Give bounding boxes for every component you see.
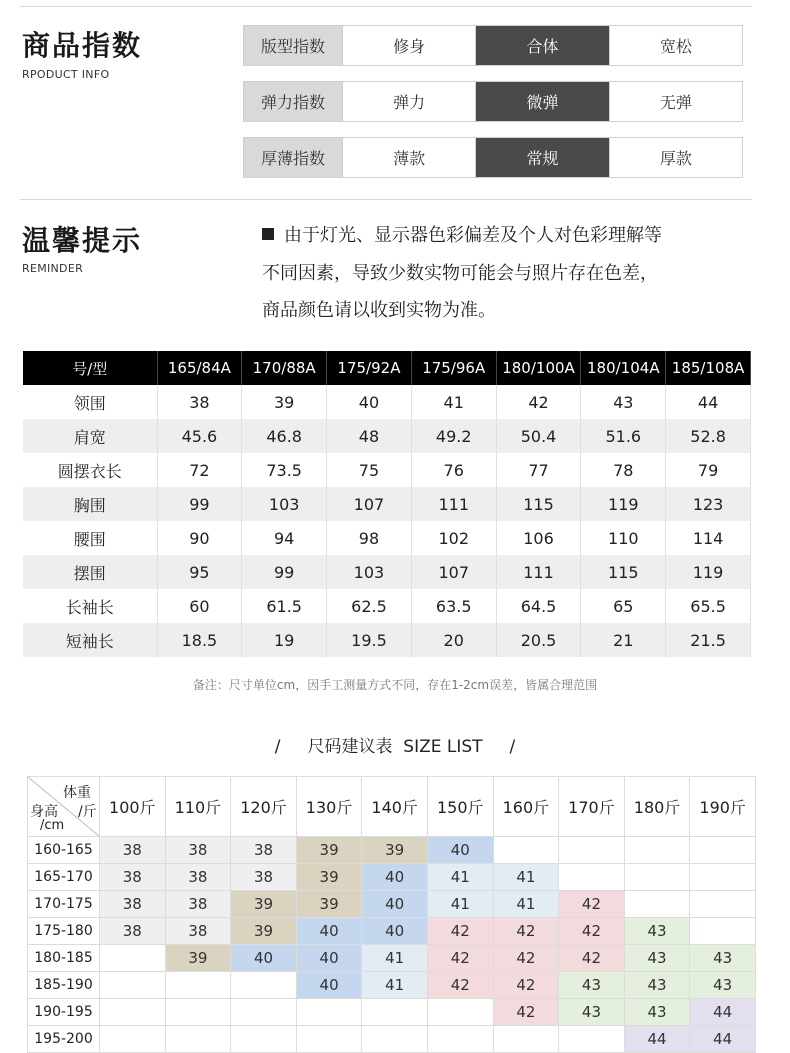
empty-cell (690, 837, 756, 864)
size-cell: 38 (100, 864, 166, 891)
size-header-cell: 185/108A (666, 351, 751, 385)
table-row (23, 487, 751, 521)
weight-header-cell: 100斤 (100, 777, 166, 837)
measurement-cell: 75 (327, 453, 412, 487)
height-range-cell: 180-185 (28, 945, 100, 972)
size-header-label: 号/型 (23, 351, 157, 385)
measurement-cell: 20.5 (496, 623, 581, 657)
size-cell: 39 (362, 837, 428, 864)
size-header-cell: 180/100A (496, 351, 581, 385)
index-label: 弹力指数 (244, 82, 342, 121)
measurement-cell: 76 (411, 453, 496, 487)
index-label: 厚薄指数 (244, 138, 342, 177)
empty-cell (296, 1026, 362, 1053)
measurement-cell: 60 (157, 589, 242, 623)
weight-header-cell: 160斤 (493, 777, 559, 837)
size-cell: 43 (624, 999, 690, 1026)
measurement-cell: 90 (157, 521, 242, 555)
empty-cell (493, 837, 559, 864)
weight-header-cell: 150斤 (427, 777, 493, 837)
measurement-cell: 114 (666, 521, 751, 555)
size-header-cell: 175/96A (411, 351, 496, 385)
size-cell: 43 (690, 945, 756, 972)
size-cell: 42 (493, 972, 559, 999)
table-row (28, 1026, 756, 1053)
size-cell: 44 (690, 999, 756, 1026)
row-label: 短袖长 (23, 623, 157, 657)
size-header-cell: 175/92A (327, 351, 412, 385)
height-range-cell: 195-200 (28, 1026, 100, 1053)
empty-cell (624, 891, 690, 918)
measurement-cell: 18.5 (157, 623, 242, 657)
measurement-cell: 106 (496, 521, 581, 555)
empty-cell (427, 1026, 493, 1053)
measurement-cell: 107 (411, 555, 496, 589)
size-cell: 43 (690, 972, 756, 999)
reminder-line-3: 商品颜色请以收到实物为准。 (262, 300, 496, 321)
weight-header-cell: 130斤 (296, 777, 362, 837)
measurement-cell: 99 (157, 487, 242, 521)
corner-weight-label: 体重 (63, 785, 91, 801)
measurement-cell: 65.5 (666, 589, 751, 623)
row-label: 长袖长 (23, 589, 157, 623)
measurement-cell: 41 (411, 385, 496, 419)
empty-cell (100, 945, 166, 972)
height-range-cell: 185-190 (28, 972, 100, 999)
top-divider (20, 6, 752, 7)
height-range-cell: 165-170 (28, 864, 100, 891)
empty-cell (100, 999, 166, 1026)
size-cell: 41 (427, 864, 493, 891)
measurement-cell: 42 (496, 385, 581, 419)
index-option: 弹力 (342, 82, 475, 121)
product-index-row (243, 137, 743, 178)
measurement-cell: 63.5 (411, 589, 496, 623)
measurement-cell: 94 (242, 521, 327, 555)
table-row (28, 864, 756, 891)
table-row (23, 555, 751, 589)
table-row (28, 891, 756, 918)
empty-cell (100, 1026, 166, 1053)
index-option-selected: 微弹 (475, 82, 608, 121)
empty-cell (165, 1026, 231, 1053)
empty-cell (690, 864, 756, 891)
measurement-cell: 51.6 (581, 419, 666, 453)
measurement-cell: 50.4 (496, 419, 581, 453)
table-row (23, 623, 751, 657)
weight-header-cell: 110斤 (165, 777, 231, 837)
measurement-cell: 64.5 (496, 589, 581, 623)
size-cell: 38 (165, 891, 231, 918)
empty-cell (362, 999, 428, 1026)
size-cell: 40 (427, 837, 493, 864)
corner-height-unit: /cm (40, 818, 65, 833)
size-cell: 42 (493, 918, 559, 945)
size-cell: 38 (100, 891, 166, 918)
measurement-cell: 52.8 (666, 419, 751, 453)
empty-cell (362, 1026, 428, 1053)
table-row (28, 999, 756, 1026)
height-range-cell: 160-165 (28, 837, 100, 864)
size-cell: 42 (427, 918, 493, 945)
size-cell: 41 (493, 864, 559, 891)
size-cell: 41 (362, 945, 428, 972)
measurement-cell: 19 (242, 623, 327, 657)
measurement-note: 备注：尺寸单位cm，因手工测量方式不同，存在1-2cm误差，皆属合理范围 (192, 678, 598, 692)
index-option-selected: 常规 (475, 138, 608, 177)
size-cell: 38 (165, 918, 231, 945)
measurement-cell: 65 (581, 589, 666, 623)
product-info-title: 商品指数 (22, 29, 143, 62)
table-row (28, 918, 756, 945)
row-label: 胸围 (23, 487, 157, 521)
table-row (28, 945, 756, 972)
table-row (23, 419, 751, 453)
measurement-cell: 119 (666, 555, 751, 589)
product-index-row (243, 81, 743, 122)
size-cell: 42 (559, 891, 625, 918)
empty-cell (624, 864, 690, 891)
section-divider (20, 199, 752, 200)
size-cell: 42 (427, 972, 493, 999)
corner-cell (28, 777, 100, 837)
index-option-selected: 合体 (475, 26, 608, 65)
size-chart-table (23, 351, 751, 657)
size-header-cell: 180/104A (581, 351, 666, 385)
size-cell: 39 (296, 891, 362, 918)
size-cell: 42 (427, 945, 493, 972)
measurement-cell: 102 (411, 521, 496, 555)
size-cell: 42 (493, 945, 559, 972)
size-cell: 38 (100, 837, 166, 864)
size-suggestion-header-row (28, 777, 756, 837)
row-label: 腰围 (23, 521, 157, 555)
measurement-cell: 61.5 (242, 589, 327, 623)
measurement-cell: 46.8 (242, 419, 327, 453)
measurement-cell: 43 (581, 385, 666, 419)
reminder-line-2: 不同因素，导致少数实物可能会与照片存在色差， (262, 263, 658, 284)
size-cell: 42 (559, 918, 625, 945)
empty-cell (231, 972, 297, 999)
measurement-cell: 21 (581, 623, 666, 657)
index-option: 修身 (342, 26, 475, 65)
empty-cell (624, 837, 690, 864)
empty-cell (165, 972, 231, 999)
height-range-cell: 175-180 (28, 918, 100, 945)
measurement-cell: 19.5 (327, 623, 412, 657)
measurement-cell: 39 (242, 385, 327, 419)
size-cell: 42 (559, 945, 625, 972)
size-cell: 39 (296, 864, 362, 891)
size-cell: 38 (165, 837, 231, 864)
empty-cell (493, 1026, 559, 1053)
size-suggestion-table (27, 776, 756, 1053)
reminder-subtitle: REMINDER (22, 262, 84, 275)
measurement-cell: 20 (411, 623, 496, 657)
size-cell: 41 (427, 891, 493, 918)
empty-cell (427, 999, 493, 1026)
size-cell: 41 (362, 972, 428, 999)
measurement-cell: 78 (581, 453, 666, 487)
size-cell: 40 (231, 945, 297, 972)
measurement-cell: 115 (581, 555, 666, 589)
weight-header-cell: 170斤 (559, 777, 625, 837)
measurement-cell: 123 (666, 487, 751, 521)
weight-header-cell: 180斤 (624, 777, 690, 837)
size-cell: 43 (624, 945, 690, 972)
row-label: 领围 (23, 385, 157, 419)
height-range-cell: 190-195 (28, 999, 100, 1026)
measurement-cell: 62.5 (327, 589, 412, 623)
table-row (28, 972, 756, 999)
empty-cell (559, 837, 625, 864)
table-row (23, 453, 751, 487)
size-cell: 38 (231, 837, 297, 864)
size-cell: 43 (559, 972, 625, 999)
measurement-cell: 115 (496, 487, 581, 521)
measurement-cell: 48 (327, 419, 412, 453)
measurement-cell: 110 (581, 521, 666, 555)
empty-cell (296, 999, 362, 1026)
size-list-title: / 尺码建议表 SIZE LIST / (274, 737, 516, 757)
empty-cell (165, 999, 231, 1026)
size-cell: 43 (624, 972, 690, 999)
table-row (23, 521, 751, 555)
index-option: 厚款 (609, 138, 742, 177)
size-cell: 40 (296, 972, 362, 999)
empty-cell (231, 999, 297, 1026)
size-cell: 40 (362, 918, 428, 945)
height-range-cell: 170-175 (28, 891, 100, 918)
measurement-cell: 98 (327, 521, 412, 555)
size-cell: 38 (165, 864, 231, 891)
table-row (23, 385, 751, 419)
empty-cell (100, 972, 166, 999)
empty-cell (690, 891, 756, 918)
size-header-cell: 165/84A (157, 351, 242, 385)
measurement-cell: 111 (496, 555, 581, 589)
row-label: 肩宽 (23, 419, 157, 453)
size-cell: 39 (231, 891, 297, 918)
measurement-cell: 79 (666, 453, 751, 487)
measurement-cell: 49.2 (411, 419, 496, 453)
empty-cell (559, 1026, 625, 1053)
size-cell: 42 (493, 999, 559, 1026)
size-chart-header-row (23, 351, 751, 385)
measurement-cell: 21.5 (666, 623, 751, 657)
index-label: 版型指数 (244, 26, 342, 65)
table-row (28, 837, 756, 864)
reminder-line-1: 由于灯光、显示器色彩偏差及个人对色彩理解等 (262, 221, 662, 247)
size-cell: 39 (231, 918, 297, 945)
size-cell: 38 (231, 864, 297, 891)
measurement-cell: 40 (327, 385, 412, 419)
measurement-cell: 44 (666, 385, 751, 419)
index-option: 无弹 (609, 82, 742, 121)
measurement-cell: 73.5 (242, 453, 327, 487)
measurement-cell: 107 (327, 487, 412, 521)
empty-cell (559, 864, 625, 891)
row-label: 圆摆衣长 (23, 453, 157, 487)
size-cell: 38 (100, 918, 166, 945)
measurement-cell: 72 (157, 453, 242, 487)
size-cell: 40 (362, 864, 428, 891)
size-cell: 39 (165, 945, 231, 972)
row-label: 摆围 (23, 555, 157, 589)
size-cell: 39 (296, 837, 362, 864)
measurement-cell: 103 (242, 487, 327, 521)
table-row (23, 589, 751, 623)
size-cell: 40 (362, 891, 428, 918)
empty-cell (690, 918, 756, 945)
size-cell: 41 (493, 891, 559, 918)
measurement-cell: 119 (581, 487, 666, 521)
weight-header-cell: 120斤 (231, 777, 297, 837)
weight-header-cell: 190斤 (690, 777, 756, 837)
size-cell: 43 (624, 918, 690, 945)
index-option: 宽松 (609, 26, 742, 65)
size-header-cell: 170/88A (242, 351, 327, 385)
size-cell: 40 (296, 945, 362, 972)
measurement-cell: 77 (496, 453, 581, 487)
corner-height-label: 身高 (30, 804, 58, 820)
reminder-title: 温馨提示 (22, 224, 143, 257)
weight-header-cell: 140斤 (362, 777, 428, 837)
empty-cell (231, 1026, 297, 1053)
size-cell: 44 (624, 1026, 690, 1053)
measurement-cell: 38 (157, 385, 242, 419)
corner-weight-unit: /斤 (78, 804, 97, 820)
size-cell: 40 (296, 918, 362, 945)
size-cell: 44 (690, 1026, 756, 1053)
product-index-row (243, 25, 743, 66)
measurement-cell: 99 (242, 555, 327, 589)
measurement-cell: 111 (411, 487, 496, 521)
measurement-cell: 45.6 (157, 419, 242, 453)
measurement-cell: 103 (327, 555, 412, 589)
square-bullet-icon (262, 228, 274, 240)
size-cell: 43 (559, 999, 625, 1026)
product-info-subtitle: RPODUCT INFO (22, 68, 110, 81)
measurement-cell: 95 (157, 555, 242, 589)
index-option: 薄款 (342, 138, 475, 177)
